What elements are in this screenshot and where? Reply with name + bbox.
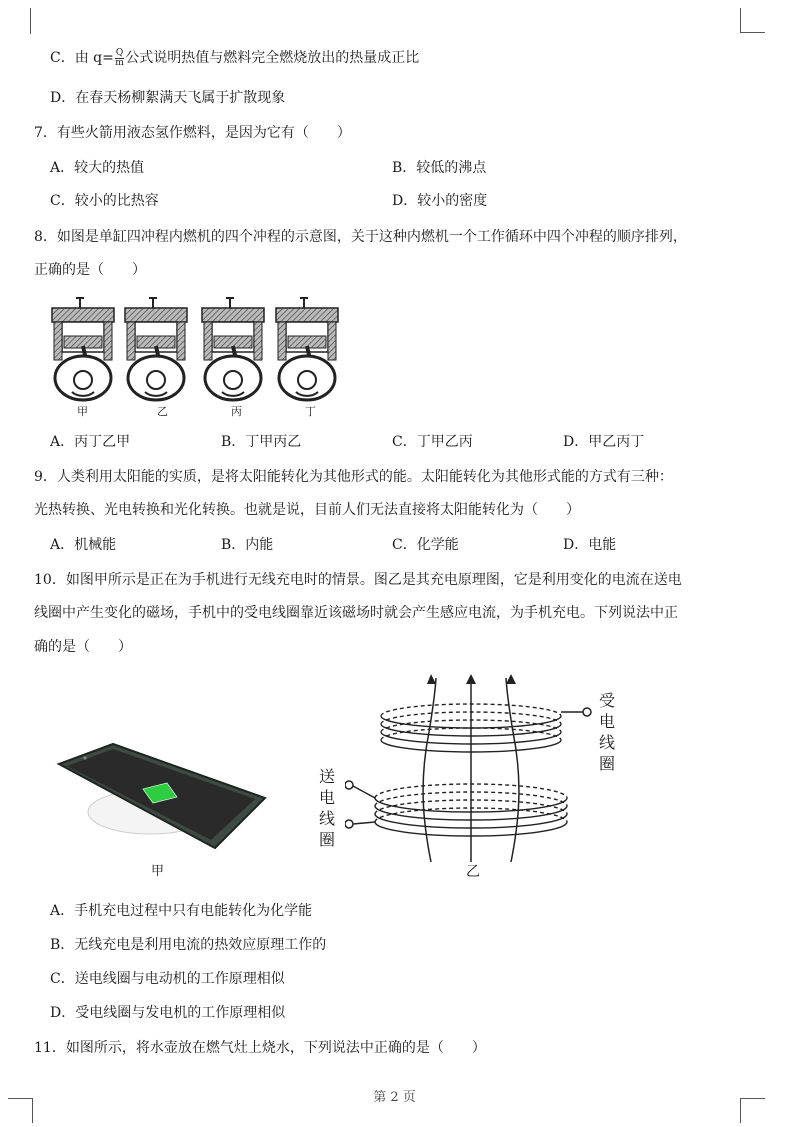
q6-option-c: [50, 48, 419, 68]
coil-diagram: [345, 672, 605, 872]
q6-fraction-numerator: Q: [115, 47, 124, 58]
engine-diagram-jia: [52, 298, 114, 400]
q9-option-c: C．化学能: [392, 537, 459, 553]
fig-label-yi: 乙: [466, 864, 480, 880]
q8-option-d: D．甲乙丙丁: [563, 434, 645, 450]
engine-diagram-yi: [125, 298, 187, 400]
q7-stem: 7．有些火箭用液态氢作燃料，是因为它有（ ）: [34, 125, 351, 141]
q8-stem-line2: 正确的是（ ）: [34, 262, 146, 278]
engine-strokes-figure: [48, 296, 348, 421]
arrow-right: [506, 674, 516, 684]
q6-fraction-denominator: m: [115, 57, 124, 68]
q11-stem: 11．如图所示，将水壶放在燃气灶上烧水，下列说法中正确的是（ ）: [34, 1040, 486, 1056]
q10-stem-line3: 确的是（ ）: [34, 639, 132, 655]
q8-option-b: B．丁甲丙乙: [221, 434, 302, 450]
q7-option-b: B．较低的沸点: [392, 160, 487, 176]
engine-label-ding: 丁: [305, 405, 316, 418]
q8-option-a: A．丙丁乙甲: [50, 434, 131, 450]
send-terminal-top: [345, 781, 353, 789]
q9-option-a: A．机械能: [50, 537, 117, 553]
engine-label-bing: 丙: [231, 405, 242, 418]
q10-option-c: C．送电线圈与电动机的工作原理相似: [50, 971, 285, 987]
corner-mark-top-left: [30, 8, 31, 34]
receive-coil: [381, 704, 583, 752]
engine-label-jia: 甲: [77, 405, 88, 418]
q9-stem-line1: 9．人类利用太阳能的实质，是将太阳能转化为其他形式的能。太阳能转化为其他形式能的方式有三种：: [34, 469, 673, 485]
q7-option-a: A．较大的热值: [50, 160, 145, 176]
phone-charging-figure: [55, 742, 275, 852]
engine-diagram-ding: [276, 298, 338, 400]
label-receive-coil: 受 电 线 圈: [598, 691, 615, 773]
q9-stem-line2: 光热转换、光电转换和光化转换。也就是说，目前人们无法直接将太阳能转化为（ ）: [34, 502, 580, 518]
q9-option-b: B．内能: [221, 537, 274, 553]
q9-option-d: D．电能: [563, 537, 617, 553]
q6-option-c-prefix: C．由 q=: [50, 50, 114, 66]
engine-diagram-bing: [202, 298, 264, 400]
arrow-center: [466, 674, 476, 684]
send-terminal-bottom: [345, 820, 353, 828]
corner-mark-top-right: [740, 8, 765, 33]
q8-option-c: C．丁甲乙丙: [392, 434, 473, 450]
q10-stem-line1: 10．如图甲所示是正在为手机进行无线充电时的情景。图乙是其充电原理图，它是利用变化的电流在送电: [34, 572, 682, 588]
receive-terminal: [583, 708, 591, 716]
engine-label-yi: 乙: [157, 405, 168, 418]
q10-stem-line2: 线圈中产生变化的磁场，手机中的受电线圈靠近该磁场时就会产生感应电流，为手机充电。下列说法中正: [34, 605, 678, 621]
page-number: 第 2 页: [373, 1090, 416, 1105]
arrow-left: [427, 674, 436, 684]
q6-fraction: [115, 49, 124, 68]
fig-label-jia: 甲: [151, 864, 165, 879]
q10-option-b: B．无线充电是利用电流的热效应原理工作的: [50, 937, 327, 953]
q6-option-c-suffix: 公式说明热值与燃料完全燃烧放出的热量成正比: [125, 50, 420, 66]
phone-camera: [83, 756, 86, 759]
q10-option-d: D．受电线圈与发电机的工作原理相似: [50, 1005, 286, 1021]
label-send-coil: 送 电 线 圈: [318, 767, 335, 849]
q10-option-a: A．手机充电过程中只有电能转化为化学能: [50, 903, 313, 919]
q8-stem-line1: 8．如图是单缸四冲程内燃机的四个冲程的示意图，关于这种内燃机一个工作循环中四个冲程的顺序排列，: [34, 229, 687, 245]
q7-option-c: C．较小的比热容: [50, 193, 159, 209]
send-coil: [353, 784, 567, 836]
q7-option-d: D．较小的密度: [392, 193, 488, 209]
q6-option-d: D．在春天杨柳絮满天飞属于扩散现象: [50, 90, 286, 106]
